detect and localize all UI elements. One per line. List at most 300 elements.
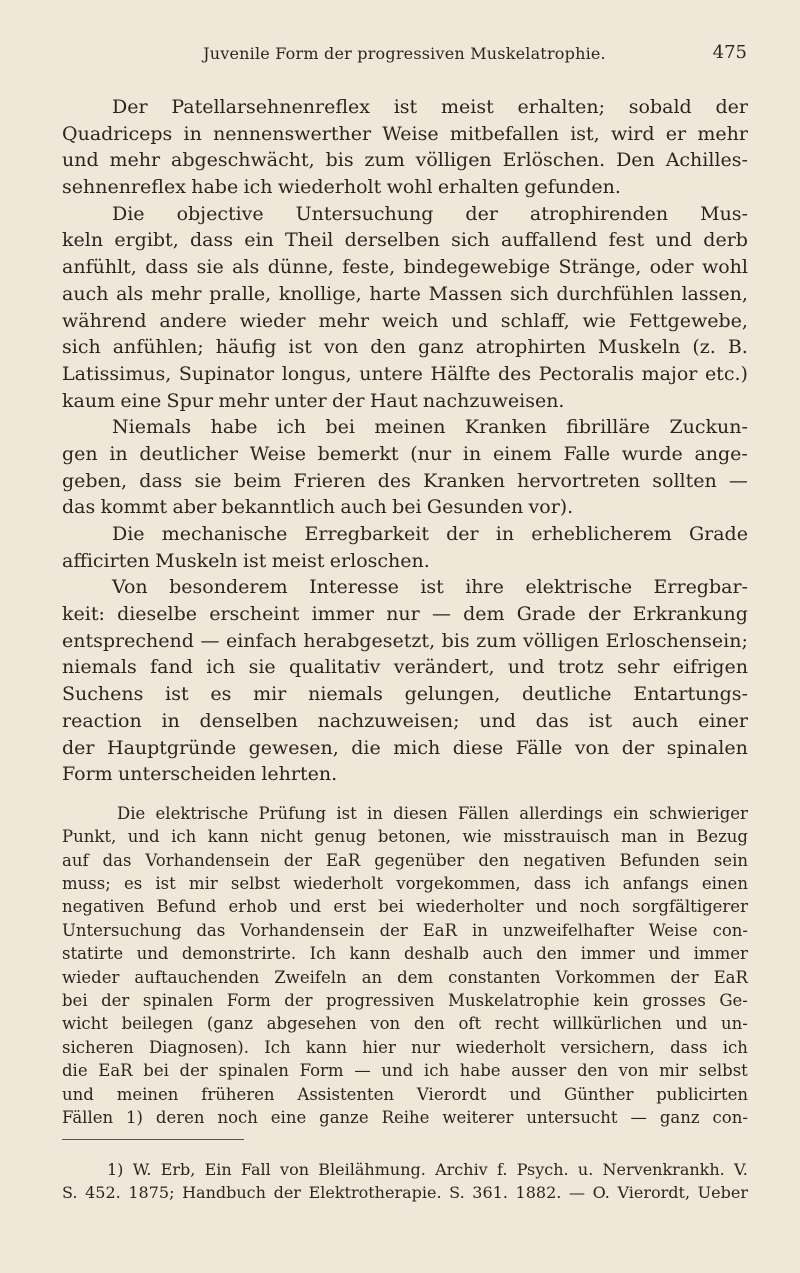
word: sich	[509, 282, 549, 305]
word: —	[200, 629, 220, 652]
word: bindegewebige	[403, 256, 551, 279]
word: Form	[62, 763, 113, 786]
running-title: Juvenile Form der progressiven Muskelatrophie.	[203, 44, 606, 63]
word: unter	[274, 389, 327, 412]
word: pralle,	[209, 282, 272, 305]
word: elektrische	[525, 576, 633, 599]
word: ist	[420, 576, 444, 599]
word: ein	[244, 229, 274, 252]
word: Ge-	[719, 991, 748, 1010]
word: misstrauisch	[503, 827, 610, 847]
word: wurde	[621, 442, 683, 465]
word: EaR	[422, 920, 458, 940]
text-line	[62, 174, 748, 201]
word: eine	[120, 389, 162, 412]
word: und	[127, 827, 160, 847]
word: 1875;	[128, 1183, 175, 1203]
word: EaR	[713, 967, 748, 987]
word: Hauptgründe	[107, 736, 237, 759]
word: bekanntlich	[221, 496, 336, 519]
word: negativen	[523, 850, 606, 870]
word: des	[377, 469, 411, 492]
word: 1)	[107, 1160, 124, 1180]
note-line	[62, 1012, 748, 1035]
word: zum	[476, 629, 517, 652]
word: Der	[112, 96, 148, 118]
word: und	[136, 944, 169, 964]
note-line	[62, 1106, 748, 1129]
word: sobald	[628, 96, 692, 118]
word: Assistenten	[297, 1084, 395, 1104]
word: oder	[649, 256, 694, 279]
word: wieder	[62, 967, 120, 987]
word: Grade	[688, 523, 748, 545]
word: erhalten;	[517, 96, 605, 118]
word: wohl	[386, 176, 433, 199]
word: ein	[613, 803, 639, 823]
word: ihre	[465, 576, 504, 599]
word: Theil	[285, 229, 334, 252]
word: von	[280, 1160, 310, 1180]
word: in	[161, 709, 180, 732]
word: abgesehen	[266, 1014, 357, 1034]
word: ich	[243, 176, 273, 199]
word: meist	[271, 549, 325, 572]
word: Spur	[166, 389, 214, 412]
text-line	[62, 94, 748, 121]
word: 1882.	[515, 1183, 562, 1203]
word: Vierordt,	[617, 1183, 691, 1203]
word: Bezug	[696, 827, 748, 847]
word: sich	[451, 229, 490, 252]
word: und	[648, 944, 681, 964]
note-line	[62, 849, 748, 872]
word: feste,	[342, 256, 396, 279]
word: statirte	[62, 944, 124, 964]
word: Achilles-	[665, 149, 748, 172]
word: einen	[701, 874, 748, 894]
word: als	[232, 256, 260, 279]
word: deutlicher	[139, 442, 238, 465]
note-line	[62, 895, 748, 918]
word: durchfühlen	[556, 282, 674, 305]
word: Weise	[648, 920, 698, 940]
word: S.	[62, 1183, 78, 1203]
word: diese	[452, 736, 504, 759]
note-line	[62, 1036, 748, 1059]
word: dem	[463, 603, 505, 626]
word: Erb,	[160, 1160, 196, 1180]
word: Mus-	[700, 202, 748, 225]
word: mehr	[318, 309, 370, 332]
word: mir	[659, 1061, 688, 1081]
word: wiederholter	[415, 897, 524, 917]
word: Die	[112, 202, 145, 225]
word: Quadriceps	[62, 122, 173, 145]
word: erst	[333, 897, 367, 917]
word: selbst	[230, 874, 281, 894]
word: das	[102, 850, 132, 870]
word: Pectoralis	[538, 362, 634, 385]
word: in	[109, 442, 128, 465]
body-paragraphs	[62, 94, 748, 788]
word: sicheren	[62, 1037, 134, 1057]
word: longus,	[281, 362, 352, 385]
word: unterscheiden	[118, 763, 257, 786]
text-line	[62, 201, 748, 228]
word: Handbuch	[182, 1183, 266, 1203]
word: Diagnosen).	[148, 1037, 249, 1057]
word: dass	[139, 469, 183, 492]
word: dünne,	[267, 256, 334, 279]
word: völligen	[415, 149, 492, 172]
word: Untersuchung	[62, 920, 182, 940]
word: herabgesetzt,	[303, 629, 436, 652]
word: ist	[165, 683, 189, 706]
word: recht	[494, 1014, 539, 1034]
word: auch	[340, 496, 387, 519]
word: bei	[143, 1061, 169, 1081]
word: in	[471, 920, 488, 940]
word: einem	[492, 442, 552, 465]
word: derselben	[344, 229, 440, 252]
word: mich	[393, 736, 441, 759]
word: anfühlen;	[112, 336, 204, 359]
text-line	[62, 147, 748, 174]
word: vor).	[528, 496, 574, 519]
word: Form	[299, 1061, 344, 1081]
word: ausser	[511, 1061, 567, 1081]
word: Erregbar-	[653, 576, 748, 599]
footnotes	[62, 1158, 748, 1204]
word: besonderem	[169, 576, 288, 599]
word: wiederholt	[277, 176, 382, 199]
word: und	[381, 1061, 414, 1081]
word: und	[655, 229, 693, 252]
word: während	[62, 309, 147, 332]
word: Muskelatrophie	[448, 991, 580, 1010]
word: 452.	[85, 1183, 121, 1203]
word: Supinator	[178, 362, 275, 385]
word: ist	[288, 336, 312, 359]
word: progressiven	[326, 991, 435, 1010]
word: bei	[325, 416, 355, 439]
word: niemals	[62, 656, 137, 679]
word: EaR	[325, 850, 361, 870]
word: —	[630, 1107, 647, 1127]
word: Frieren	[293, 469, 366, 492]
word: genug	[314, 827, 367, 847]
word: Stränge,	[558, 256, 642, 279]
word: major	[641, 362, 698, 385]
word: auf	[62, 850, 89, 870]
word: Massen	[428, 282, 503, 305]
word: Vorkommen	[555, 967, 656, 987]
word: früheren	[201, 1084, 275, 1104]
word: Entartungs-	[633, 683, 748, 706]
word: Elektrotherapie.	[308, 1183, 442, 1203]
word: Kranken	[464, 416, 547, 439]
word: dass	[670, 1037, 708, 1057]
word: und	[507, 656, 545, 679]
word: keit:	[62, 603, 105, 626]
word: Prüfung	[258, 803, 327, 823]
word: wiederholt	[293, 874, 384, 894]
word: völligen	[523, 629, 600, 652]
word: ganze	[319, 1107, 369, 1127]
word: Die	[112, 523, 145, 545]
word: (ganz	[206, 1014, 253, 1034]
word: nur	[411, 1037, 441, 1057]
word: objective	[176, 202, 264, 225]
word: ergibt,	[114, 229, 179, 252]
word: Punkt,	[62, 827, 117, 847]
note-line	[62, 825, 748, 848]
word: meist	[440, 96, 494, 118]
text-line	[62, 334, 748, 361]
word: der	[332, 389, 365, 412]
text-line	[62, 361, 748, 388]
word: ange-	[694, 442, 748, 465]
word: Zweifeln	[274, 967, 347, 987]
word: Nervenkrankh.	[602, 1160, 725, 1180]
word: kommt	[100, 496, 168, 519]
word: fand	[150, 656, 193, 679]
word: meinen	[116, 1084, 179, 1104]
word: habe	[210, 416, 258, 439]
word: kann	[305, 1037, 347, 1057]
word: beim	[233, 469, 282, 492]
word: sie	[196, 256, 224, 279]
word: in	[366, 803, 383, 823]
word: sehr	[617, 656, 660, 679]
word: der	[284, 991, 313, 1010]
word: fibrilläre	[566, 416, 650, 439]
word: Fällen	[457, 803, 510, 823]
word: atrophirten	[475, 336, 586, 359]
word: verändert,	[393, 656, 495, 679]
word: auffallend	[501, 229, 598, 252]
word: bei	[378, 897, 404, 917]
word: habe	[191, 176, 239, 199]
word: ganz	[659, 1107, 700, 1127]
word: O.	[592, 1183, 610, 1203]
word: wohl	[701, 256, 748, 279]
word: spinalen	[142, 991, 214, 1010]
word: constanten	[448, 967, 541, 987]
text-line	[62, 681, 748, 708]
word: es	[123, 874, 143, 894]
word: kein	[593, 991, 629, 1010]
text-line	[62, 227, 748, 254]
word: trotz	[557, 656, 604, 679]
word: betonen,	[377, 827, 452, 847]
text-line	[62, 494, 748, 521]
text-line	[62, 601, 748, 628]
word: hier	[362, 1037, 396, 1057]
word: u.	[577, 1160, 594, 1180]
word: bemerkt	[317, 442, 399, 465]
word: habe	[459, 1061, 501, 1081]
word: —	[431, 603, 451, 626]
word: der	[283, 850, 312, 870]
word: untersucht	[526, 1107, 618, 1127]
word: der	[715, 96, 748, 118]
word: demonstrirte.	[181, 944, 297, 964]
word: einer	[698, 709, 748, 732]
word: mehr	[150, 282, 202, 305]
word: und	[535, 897, 568, 917]
word: noch	[217, 1107, 258, 1127]
word: der	[101, 991, 130, 1010]
word: 361.	[472, 1183, 508, 1203]
word: entsprechend	[62, 629, 194, 652]
word: Grade	[516, 603, 576, 626]
word: Weise	[382, 122, 439, 145]
word: sollten	[652, 469, 717, 492]
word: sehnenreflex	[62, 176, 186, 199]
word: des	[498, 362, 532, 385]
word: Erkrankung	[632, 603, 748, 626]
word: grosses	[642, 991, 706, 1010]
word: gelungen,	[404, 683, 501, 706]
word: ich	[171, 827, 197, 847]
word: das	[535, 709, 569, 732]
text-line	[62, 574, 748, 601]
word: Erregbarkeit	[304, 523, 429, 545]
word: Befunden	[619, 850, 700, 870]
word: ist	[155, 874, 176, 894]
note-line	[62, 942, 748, 965]
word: Erloschensein;	[605, 629, 748, 652]
word: bis	[441, 629, 470, 652]
word: kaum	[62, 389, 116, 412]
text-line	[62, 308, 748, 335]
word: —	[568, 1183, 585, 1203]
word: spinalen	[666, 736, 748, 759]
word: auch	[62, 282, 109, 305]
word: Falle	[563, 442, 611, 465]
word: erheblicherem	[531, 523, 672, 545]
text-line	[62, 628, 748, 655]
word: geben,	[62, 469, 128, 492]
word: von	[323, 336, 359, 359]
word: Patellarsehnenreflex	[171, 96, 370, 118]
footnote-line	[62, 1181, 748, 1204]
text-line	[62, 441, 748, 468]
word: dass	[145, 256, 189, 279]
footnote-line	[62, 1158, 748, 1181]
word: erhob	[228, 897, 278, 917]
note-line	[62, 919, 748, 942]
word: dass	[189, 229, 233, 252]
word: ich	[277, 416, 306, 439]
word: derb	[703, 229, 748, 252]
word: gegenüber	[374, 850, 465, 870]
word: Muskeln	[155, 549, 238, 572]
word: eifrigen	[672, 656, 748, 679]
word: sie	[194, 469, 222, 492]
word: meinen	[374, 416, 446, 439]
word: anfühlt,	[62, 256, 137, 279]
note-line	[62, 1059, 748, 1082]
text-line	[62, 708, 748, 735]
note-line	[62, 1083, 748, 1106]
word: diesen	[393, 803, 448, 823]
word: dass	[533, 874, 572, 894]
word: zum	[364, 149, 405, 172]
word: von	[370, 1014, 401, 1034]
word: das	[62, 496, 96, 519]
word: Untersuchung	[295, 202, 434, 225]
paragraph	[62, 201, 748, 415]
word: lassen,	[681, 282, 748, 305]
word: Haut	[369, 389, 418, 412]
word: B.	[727, 336, 748, 359]
word: deren	[155, 1107, 205, 1127]
word: in	[495, 523, 515, 545]
word: Fettgewebe,	[628, 309, 748, 332]
word: Weise	[249, 442, 306, 465]
word: weich	[381, 309, 439, 332]
word: ist	[393, 96, 418, 118]
word: Vorhandensein	[145, 850, 270, 870]
text-line	[62, 121, 748, 148]
word: fest	[608, 229, 645, 252]
word: gewesen,	[248, 736, 339, 759]
word: sich	[62, 336, 101, 359]
word: immer	[693, 944, 748, 964]
word: der	[670, 967, 699, 987]
word: mehr	[109, 149, 161, 172]
word: gefunden.	[524, 176, 621, 199]
word: niemals	[308, 683, 383, 706]
word: wie	[462, 827, 492, 847]
word: und	[509, 1084, 542, 1104]
word: dem	[397, 967, 434, 987]
note-line	[62, 989, 748, 1012]
word: ich	[206, 656, 236, 679]
word: Vorhandensein	[240, 920, 365, 940]
word: der	[621, 736, 655, 759]
word: aber	[172, 496, 217, 519]
footnote-rule	[62, 1139, 244, 1140]
word: in	[183, 122, 202, 145]
word: deshalb	[403, 944, 470, 964]
word: Interesse	[309, 576, 399, 599]
word: Befund	[156, 897, 217, 917]
word: harte	[369, 282, 421, 305]
word: gen	[62, 442, 98, 465]
word: und	[62, 149, 99, 172]
word: Von	[112, 576, 148, 599]
paragraph	[62, 574, 748, 788]
word: nicht	[260, 827, 303, 847]
word: das	[196, 920, 226, 940]
word: ich	[722, 1037, 748, 1057]
word: sorgfältigerer	[632, 897, 748, 917]
word: (z.	[692, 336, 716, 359]
word: immer	[311, 603, 374, 626]
word: (nur	[410, 442, 452, 465]
word: und	[451, 309, 488, 332]
word: anfangs	[622, 874, 689, 894]
word: nennenswerther	[213, 122, 372, 145]
word: Form	[226, 991, 271, 1010]
small-print-note	[62, 802, 748, 1129]
word: deutliche	[522, 683, 612, 706]
word: und	[675, 1014, 708, 1034]
